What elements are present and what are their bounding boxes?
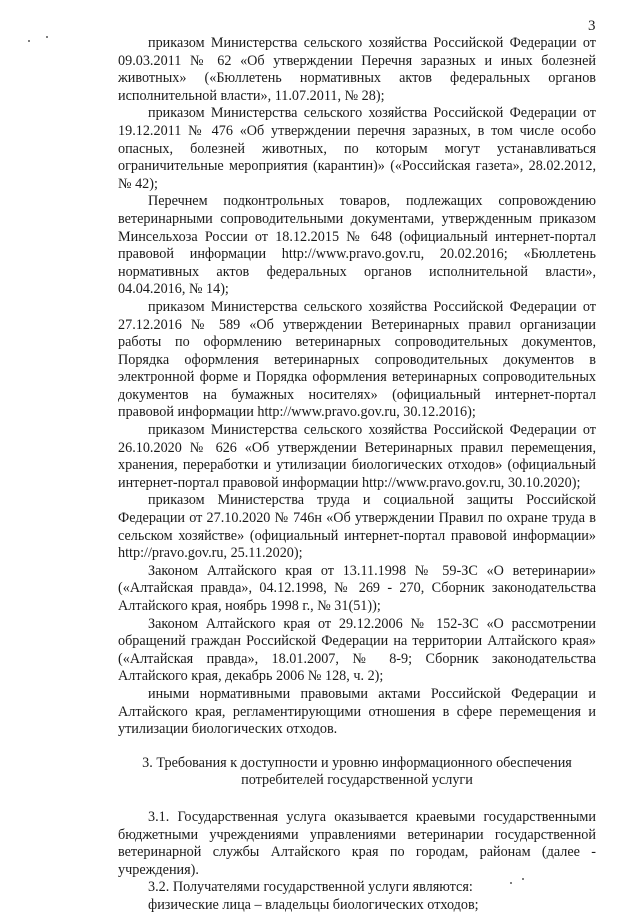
section-paragraph: 3.1. Государственная услуга оказывается краевыми государственными бюджетными учреждениями управлениями ветеринарии государственной ветеринарной службы Алтайского края по городам, районам (далее - учреждения). bbox=[118, 808, 596, 878]
scan-speck bbox=[46, 36, 48, 38]
legal-basis-item: приказом Министерства сельского хозяйства Российской Федерации от 09.03.2011 № 62 «Об утверждении Перечня заразных и иных болезней животных» («Бюллетень нормативных актов федеральных органов исполнительной власти», 11.07.2011, № 28); bbox=[118, 35, 596, 104]
legal-basis-item: приказом Министерства сельского хозяйства Российской Федерации от 26.10.2020 № 626 «Об утверждении Ветеринарных правил перемещения, хранения, переработки и утилизации биологических отходов» (официальный интернет-портал правовой информации http://www.pravo.gov.ru, 30.10.2020); bbox=[118, 422, 596, 491]
legal-basis-item: приказом Министерства сельского хозяйства Российской Федерации от 19.12.2011 № 476 «Об утверждении перечня заразных, в том числе особо опасных, болезней животных, по которым могут устанавливаться ограничительные мероприятия (карантин)» («Российская газета», 28.02.2012, № 42); bbox=[118, 105, 596, 192]
legal-basis-item: приказом Министерства труда и социальной защиты Российской Федерации от 27.10.2020 № 746н «Об утверждении Правил по охране труда в сельском хозяйстве» (официальный интернет-портал правовой информации» http://pravo.gov.ru, 25.11.2020); bbox=[118, 492, 596, 562]
legal-basis-item: приказом Министерства сельского хозяйства Российской Федерации от 27.12.2016 № 589 «Об утверждении Ветеринарных правил организации работы по оформлению ветеринарных сопроводительных документов, Порядка оформления ветеринарных сопроводительных документов в электронной форме и Порядка оформления ветеринарных сопроводительных документов на бумажных носителях» (официальный интернет-портал правовой информации http://www.pravo.gov.ru, 30.12.2016); bbox=[118, 298, 596, 421]
scan-speck bbox=[28, 40, 30, 42]
section-heading-line: потребителей государственной услуги bbox=[241, 772, 473, 789]
page-number: 3 bbox=[588, 18, 596, 34]
legal-basis-item: Перечнем подконтрольных товаров, подлежащих сопровождению ветеринарными сопроводительными документами, утвержденным приказом Минсельхоза России от 18.12.2015 № 648 (официальный интернет-портал правовой информации http://www.pravo.gov.ru, 20.02.2016; «Бюллетень нормативных актов федеральных органов исполнительной власти», 04.04.2016, № 14); bbox=[118, 193, 596, 298]
section-heading bbox=[118, 755, 596, 790]
legal-basis-item: иными нормативными правовыми актами Российской Федерации и Алтайского края, регламентирующими отношения в сфере перемещения и утилизации биологических отходов. bbox=[118, 685, 596, 738]
section-paragraph: физические лица – владельцы биологических отходов; bbox=[148, 896, 479, 913]
section-heading-line: 3. Требования к доступности и уровню информационного обеспечения bbox=[142, 754, 572, 771]
legal-basis-item: Законом Алтайского края от 29.12.2006 № 152-ЗС «О рассмотрении обращений граждан Российской Федерации на территории Алтайского края» («Алтайская правда», 18.01.2007, № 8-9; Сборник законодательства Алтайского края, декабрь 2006 № 128, ч. 2); bbox=[118, 615, 596, 685]
document-body bbox=[118, 35, 596, 915]
section-paragraph: 3.2. Получателями государственной услуги являются: bbox=[148, 879, 473, 896]
legal-basis-item: Законом Алтайского края от 13.11.1998 № 59-ЗС «О ветеринарии» («Алтайская правда», 04.12.1998, № 269 - 270, Сборник законодательства Алтайского края, ноябрь 1998 г., № 31(51)); bbox=[118, 562, 596, 614]
